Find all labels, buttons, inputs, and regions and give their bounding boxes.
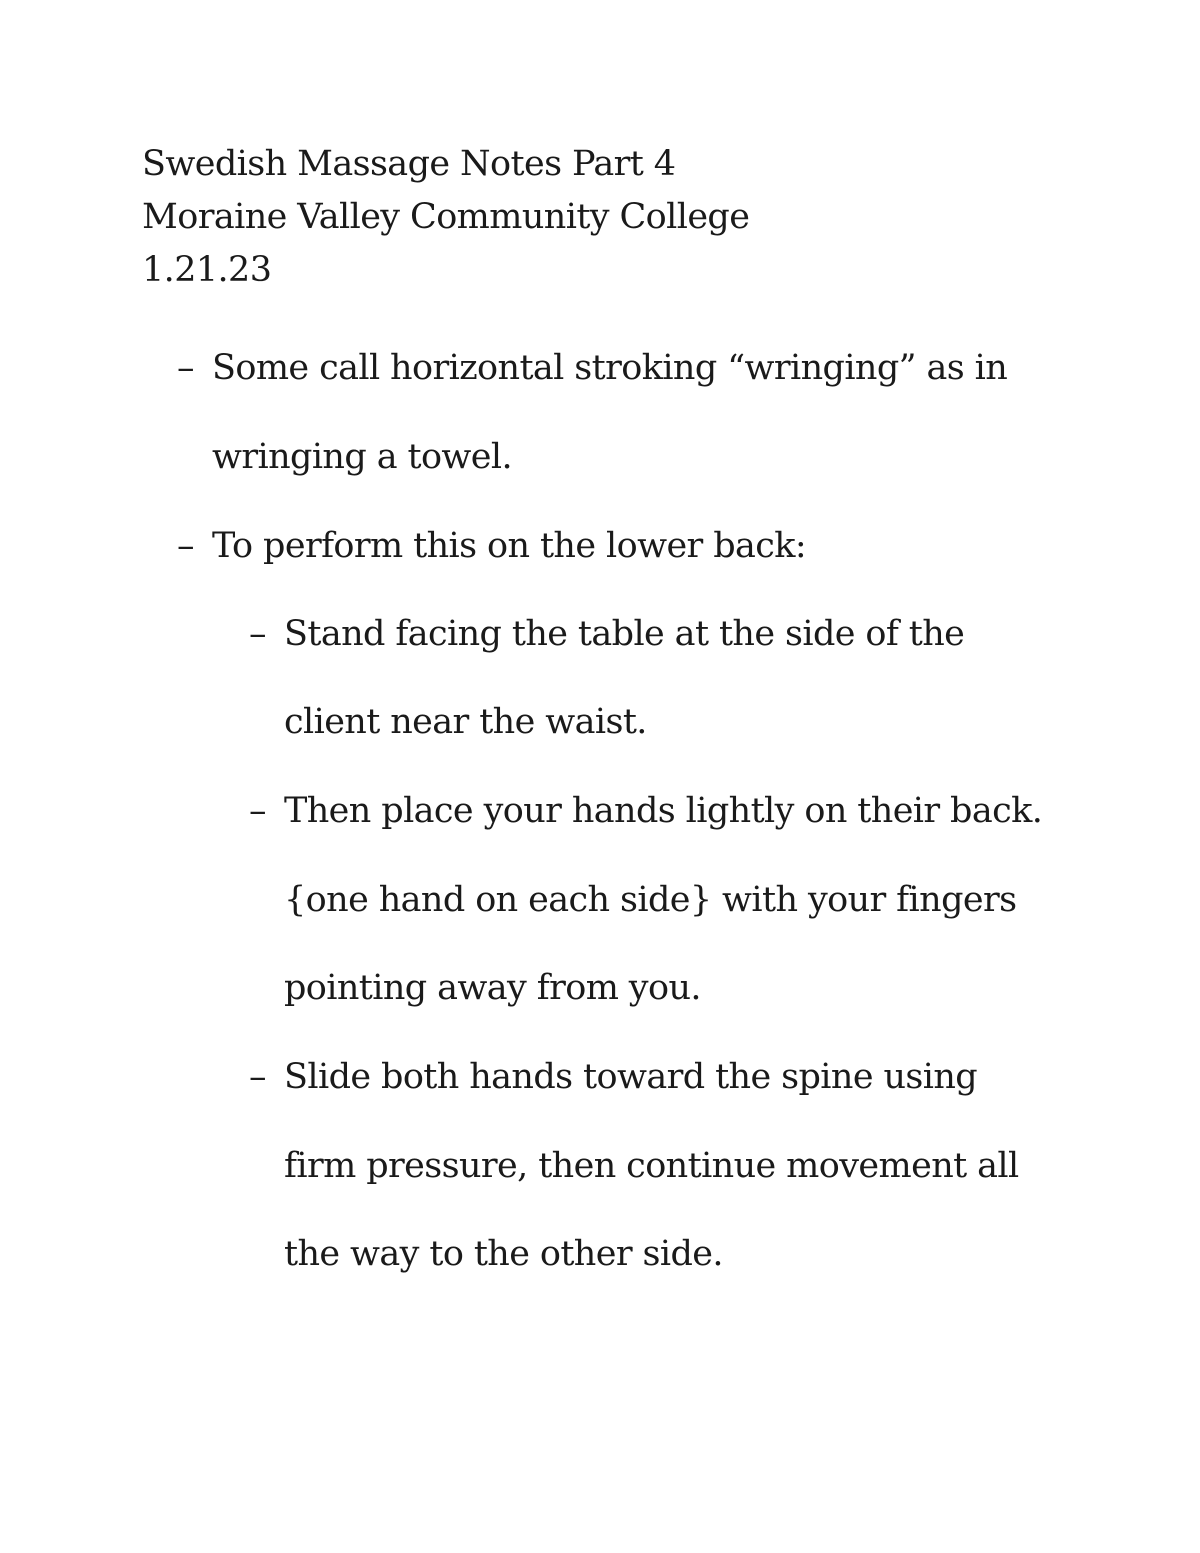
bullet-dash: –	[249, 614, 266, 654]
bullet-text-line: To perform this on the lower back:	[212, 526, 807, 566]
bullet-dash: –	[249, 791, 266, 831]
bullet-text-line: wringing a towel.	[212, 437, 513, 477]
bullet-dash: –	[177, 348, 194, 388]
bullet-text-line: pointing away from you.	[284, 968, 701, 1008]
bullet-text-line: {one hand on each side} with your fingers	[284, 880, 1017, 920]
document-title: Swedish Massage Notes Part 4	[142, 144, 676, 184]
bullet-text-line: client near the waist.	[284, 702, 647, 742]
document-header	[142, 138, 749, 297]
bullet-text-line: Then place your hands lightly on their back.	[284, 791, 1043, 831]
bullet-dash: –	[249, 1057, 266, 1097]
bullet-text-line: the way to the other side.	[284, 1234, 723, 1274]
bullet-text-line: Stand facing the table at the side of the	[284, 614, 965, 654]
bullet-dash: –	[177, 526, 194, 566]
bullet-text-line: Slide both hands toward the spine using	[284, 1057, 978, 1097]
bullet-text-line: Some call horizontal stroking “wringing” as in	[212, 348, 1008, 388]
bullet-text-line: firm pressure, then continue movement all	[284, 1146, 1019, 1186]
institution-name: Moraine Valley Community College	[142, 197, 750, 237]
document-date: 1.21.23	[142, 250, 272, 290]
